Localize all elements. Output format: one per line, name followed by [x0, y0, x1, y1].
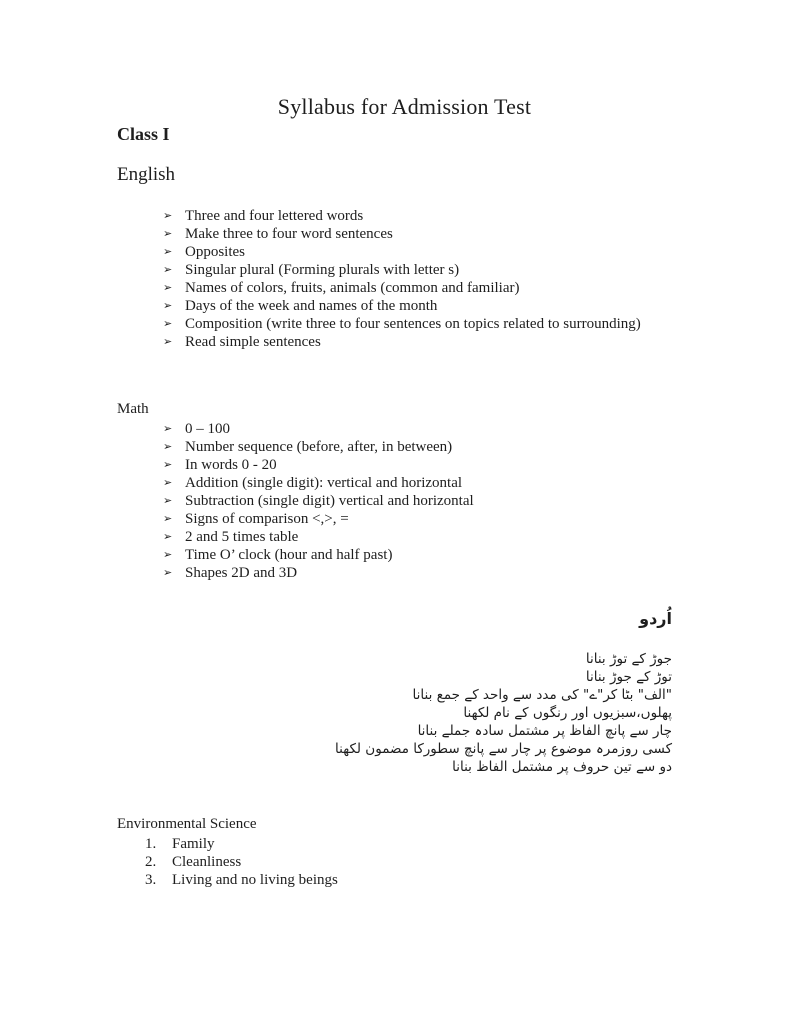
list-item: [163, 528, 683, 546]
list-item-text: Composition (write three to four sentences on topics related to surrounding): [185, 316, 641, 332]
list-item-text: 0 – 100: [185, 421, 230, 437]
arrow-bullet-icon: ➢: [163, 566, 173, 579]
list-item: [163, 420, 683, 438]
list-item-text: Days of the week and names of the month: [185, 298, 438, 314]
arrow-bullet-icon: ➢: [163, 263, 173, 276]
list-item-text: Living and no living beings: [172, 872, 338, 888]
arrow-bullet-icon: ➢: [163, 476, 173, 489]
list-item-text: 2 and 5 times table: [185, 529, 299, 545]
numbered-list-item: [145, 835, 565, 853]
list-item: [163, 546, 683, 564]
list-item-text: Three and four lettered words: [185, 208, 364, 224]
english-bullet-list: [163, 207, 683, 351]
page-title: Syllabus for Admission Test: [277, 94, 532, 119]
math-bullet-list: [163, 420, 683, 582]
list-item-text: Time O’ clock (hour and half past): [185, 547, 393, 563]
section-heading-urdu: اُردو: [639, 609, 672, 628]
section-heading-math: Math: [117, 401, 149, 417]
urdu-line: توڑ کے جوڑ بنانا: [585, 669, 672, 685]
list-item-text: Read simple sentences: [185, 334, 321, 350]
list-item: [163, 261, 683, 279]
numbered-list-item: [145, 871, 565, 889]
urdu-line: کسی روزمرہ موضوع پر چار سے پانچ سطورکا مضمون لکھنا: [335, 741, 672, 757]
section-heading-english: English: [117, 164, 176, 185]
arrow-bullet-icon: ➢: [163, 548, 173, 561]
list-item: [163, 333, 683, 351]
list-item-text: Opposites: [185, 244, 245, 260]
list-item-text: In words 0 - 20: [185, 457, 277, 473]
arrow-bullet-icon: ➢: [163, 335, 173, 348]
list-item-text: Signs of comparison <,>, =: [185, 511, 349, 527]
arrow-bullet-icon: ➢: [163, 494, 173, 507]
arrow-bullet-icon: ➢: [163, 512, 173, 525]
list-item: [163, 207, 683, 225]
list-item-text: Shapes 2D and 3D: [185, 565, 298, 581]
list-item: [163, 225, 683, 243]
list-item-text: Number sequence (before, after, in between): [185, 439, 453, 455]
list-item-text: Singular plural (Forming plurals with letter s): [185, 262, 460, 278]
arrow-bullet-icon: ➢: [163, 422, 173, 435]
list-item: [163, 297, 683, 315]
list-item-text: Names of colors, fruits, animals (common and familiar): [185, 280, 520, 296]
list-item-text: Make three to four word sentences: [185, 226, 393, 242]
list-item: [163, 279, 683, 297]
urdu-line: چار سے پانچ الفاظ پر مشتمل سادہ جملے بنانا: [417, 723, 672, 739]
item-number: 1.: [145, 836, 157, 852]
arrow-bullet-icon: ➢: [163, 440, 173, 453]
list-item: [163, 456, 683, 474]
urdu-line: "الف" بٹا کر"ے" کی مدد سے واحد کے جمع بنانا: [412, 687, 672, 703]
urdu-text-block: [152, 650, 672, 776]
class-heading: Class I: [117, 124, 170, 144]
arrow-bullet-icon: ➢: [163, 317, 173, 330]
arrow-bullet-icon: ➢: [163, 299, 173, 312]
urdu-line: جوڑ کے توڑ بنانا: [585, 651, 672, 667]
environmental-science-numbered-list: [145, 835, 565, 889]
list-item-text: Family: [172, 836, 215, 852]
item-number: 2.: [145, 854, 157, 870]
list-item-text: Cleanliness: [172, 854, 242, 870]
numbered-list-item: [145, 853, 565, 871]
list-item: [163, 474, 683, 492]
list-item: [163, 564, 683, 582]
arrow-bullet-icon: ➢: [163, 209, 173, 222]
arrow-bullet-icon: ➢: [163, 227, 173, 240]
list-item: [163, 438, 683, 456]
list-item: [163, 492, 683, 510]
item-number: 3.: [145, 872, 157, 888]
arrow-bullet-icon: ➢: [163, 281, 173, 294]
urdu-line: پھلوں،سبزیوں اور رنگوں کے نام لکھنا: [463, 705, 672, 721]
list-item: [163, 243, 683, 261]
list-item: [163, 510, 683, 528]
list-item-text: Subtraction (single digit) vertical and horizontal: [185, 493, 474, 509]
urdu-line: دو سے تین حروف پر مشتمل الفاظ بنانا: [452, 759, 672, 775]
list-item: [163, 315, 683, 333]
arrow-bullet-icon: ➢: [163, 245, 173, 258]
list-item-text: Addition (single digit): vertical and horizontal: [185, 475, 463, 491]
section-heading-environmental-science: Environmental Science: [117, 816, 257, 832]
arrow-bullet-icon: ➢: [163, 458, 173, 471]
arrow-bullet-icon: ➢: [163, 530, 173, 543]
